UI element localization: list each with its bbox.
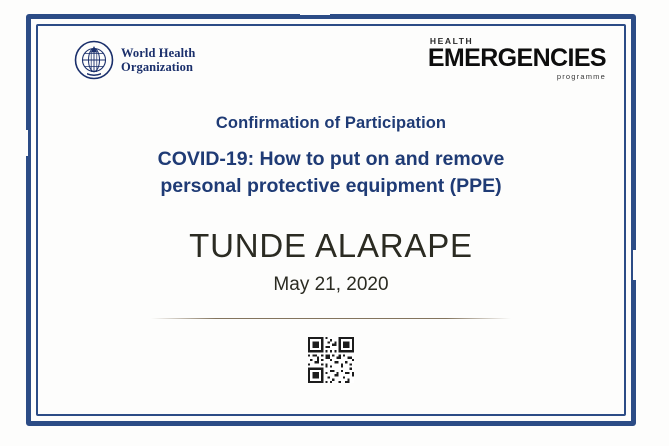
emergencies-top-label: HEALTH [429, 36, 474, 46]
qr-code[interactable] [308, 337, 354, 383]
border-texture-nick [24, 130, 28, 156]
course-title [46, 146, 616, 200]
who-logo [74, 40, 195, 80]
course-title-line1: COVID-19: How to put on and remove [157, 148, 505, 170]
who-logo-text [121, 46, 195, 74]
participant-name: TUNDE ALARAPE [189, 227, 473, 264]
section-divider [151, 318, 511, 319]
health-emergencies-programme-logo [428, 36, 606, 81]
qr-code-icon [308, 337, 354, 383]
issue-date: May 21, 2020 [273, 274, 389, 295]
emergencies-main-label: EMERGENCIES [427, 44, 606, 72]
confirmation-heading: Confirmation of Participation [215, 114, 447, 132]
border-texture-nick [633, 250, 637, 280]
who-emblem-icon [74, 40, 114, 80]
emergencies-sub-label: programme [556, 72, 606, 81]
who-logo-line1: World Health [121, 46, 196, 60]
logo-row [46, 32, 616, 88]
who-logo-line2: Organization [121, 60, 194, 74]
course-title-line2: personal protective equipment (PPE) [160, 175, 502, 197]
border-texture-nick [300, 12, 330, 15]
certificate-content [46, 32, 616, 408]
